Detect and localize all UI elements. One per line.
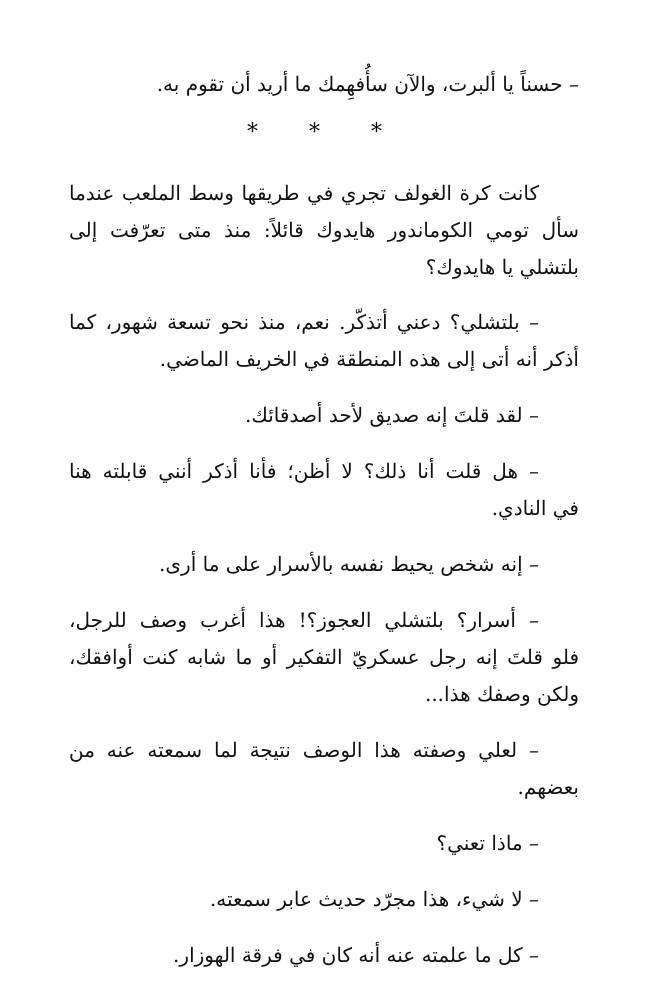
paragraph-3 (69, 304, 579, 378)
paragraph-10 (69, 881, 579, 918)
text-line: – لا شيء، هذا مجرّد حديث عابر سمعته. (209, 887, 539, 911)
text-line: كانت كرة الغولف تجري في طريقها وسط الملعب عندما (69, 181, 539, 205)
text-line: – أسرار؟ بلتشلي العجوز؟! هذا أغرب وصف للرجل، (69, 608, 539, 632)
paragraph-7 (69, 602, 579, 713)
paragraph-8 (69, 732, 579, 806)
text-line: – لعلي وصفته هذا الوصف نتيجة لما سمعته عنه من (69, 738, 539, 762)
text-line: – بلتشلي؟ دعني أتذكّر. نعم، منذ نحو تسعة شهور، كما (69, 310, 539, 334)
paragraph-4 (69, 397, 579, 434)
paragraph-11 (69, 937, 579, 974)
text-line: فلو قلتَ إنه رجل عسكريّ التفكير أو ما شابه كنت أوافقك، (69, 645, 579, 669)
text-line: – لقد قلتَ إنه صديق لأحد أصدقائك. (245, 403, 539, 427)
paragraph-9 (69, 825, 579, 862)
text-line: – هل قلت أنا ذلك؟ لا أظن؛ فأنا أذكر أنني قابلته هنا (69, 459, 539, 483)
text-line: بعضهم. (517, 775, 579, 799)
text-line: في النادي. (491, 496, 579, 520)
paragraph-5 (69, 453, 579, 527)
text-line: – كل ما علمته عنه أنه كان في فرقة الهوزار. (173, 943, 539, 967)
text-line: ولكن وصفك هذا... (424, 682, 579, 706)
text-line: – إنه شخص يحيط نفسه بالأسرار على ما أرى. (159, 552, 539, 576)
text-line: – ماذا تعني؟ (436, 831, 539, 855)
text-line: بلتشلي يا هايدوك؟ (425, 255, 579, 279)
text-line: – حسناً يا ألبرت، والآن سأُفهِمك ما أريد أن تقوم به. (156, 72, 579, 96)
text-line: سأل تومي الكوماندور هايدوك قائلاً: منذ متى تعرّفت إلى (69, 218, 579, 242)
section-separator: * * * (247, 120, 404, 145)
paragraph-2 (69, 175, 579, 286)
text-line: أذكر أنه أتى إلى هذه المنطقة في الخريف الماضي. (159, 347, 579, 371)
paragraph-6 (69, 546, 579, 583)
paragraph-1 (69, 66, 579, 103)
